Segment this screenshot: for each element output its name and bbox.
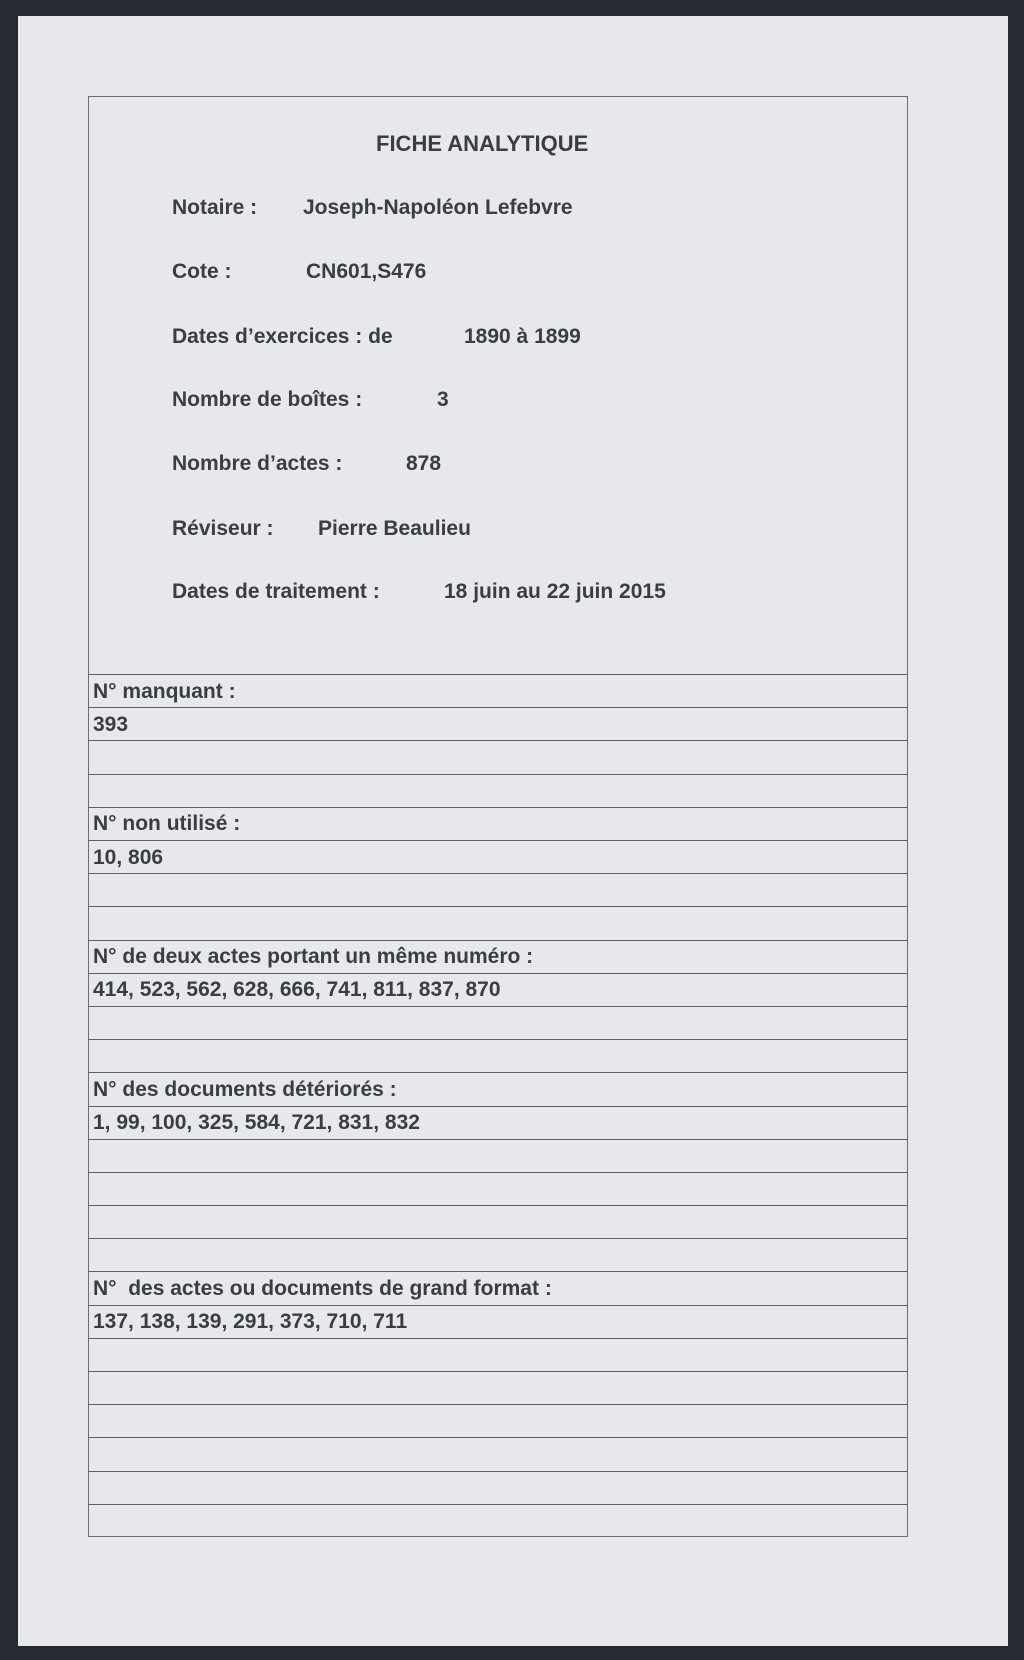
info-label: Cote : [172,260,232,283]
rule-line [88,1305,908,1306]
rule-line [88,973,908,974]
rule-line [88,1039,908,1040]
rule-line [88,1271,908,1272]
rule-line [88,906,908,907]
info-label: Dates d’exercices : de [172,325,393,348]
section-header: N° des actes ou documents de grand format : [93,1277,552,1301]
rule-line [88,674,908,675]
rule-line [88,1072,908,1073]
section-header: N° non utilisé : [93,812,241,836]
info-value: Joseph-Napoléon Lefebvre [303,196,573,219]
info-value: 3 [437,388,449,411]
section-header: N° de deux actes portant un même numéro : [93,945,534,969]
rule-line [88,1471,908,1472]
form-title: FICHE ANALYTIQUE [376,131,589,156]
rule-line [88,1139,908,1140]
info-row-notaire [0,196,1024,220]
info-value: CN601,S476 [306,260,427,283]
info-value: 1890 à 1899 [464,325,581,348]
rule-line [88,1205,908,1206]
rule-line [88,707,908,708]
section-header: N° des documents détériorés : [93,1077,397,1101]
info-label: Dates de traitement : [172,580,380,603]
info-row-nombre-actes [0,452,1024,476]
info-label: Réviseur : [172,517,274,540]
rule-line [88,1437,908,1438]
info-value: 878 [406,452,442,475]
rule-line [88,1338,908,1339]
rule-line [88,873,908,874]
section-value: 1, 99, 100, 325, 584, 721, 831, 832 [93,1111,420,1135]
section-value: 393 [93,712,129,736]
info-row-nombre-boites [0,388,1024,412]
rule-line [88,774,908,775]
info-value: 18 juin au 22 juin 2015 [444,580,666,603]
rule-line [88,1504,908,1505]
rule-line [88,940,908,941]
rule-line [88,1172,908,1173]
rule-line [88,1371,908,1372]
section-value: 137, 138, 139, 291, 373, 710, 711 [93,1310,408,1334]
info-row-dates-traitement [0,580,1024,604]
rule-line [88,1404,908,1405]
info-label: Notaire : [172,196,258,219]
rule-line [88,1006,908,1007]
rule-line [88,807,908,808]
info-label: Nombre d’actes : [172,452,343,475]
info-label: Nombre de boîtes : [172,388,363,411]
rule-line [88,740,908,741]
section-value: 414, 523, 562, 628, 666, 741, 811, 837, 870 [93,978,501,1002]
info-row-cote [0,260,1024,284]
info-row-dates-exercices [0,325,1024,349]
rule-line [88,1238,908,1239]
rule-line [88,1106,908,1107]
rule-line [88,840,908,841]
info-value: Pierre Beaulieu [318,517,471,540]
section-value: 10, 806 [93,845,164,869]
section-header: N° manquant : [93,679,236,703]
info-row-reviseur [0,517,1024,541]
